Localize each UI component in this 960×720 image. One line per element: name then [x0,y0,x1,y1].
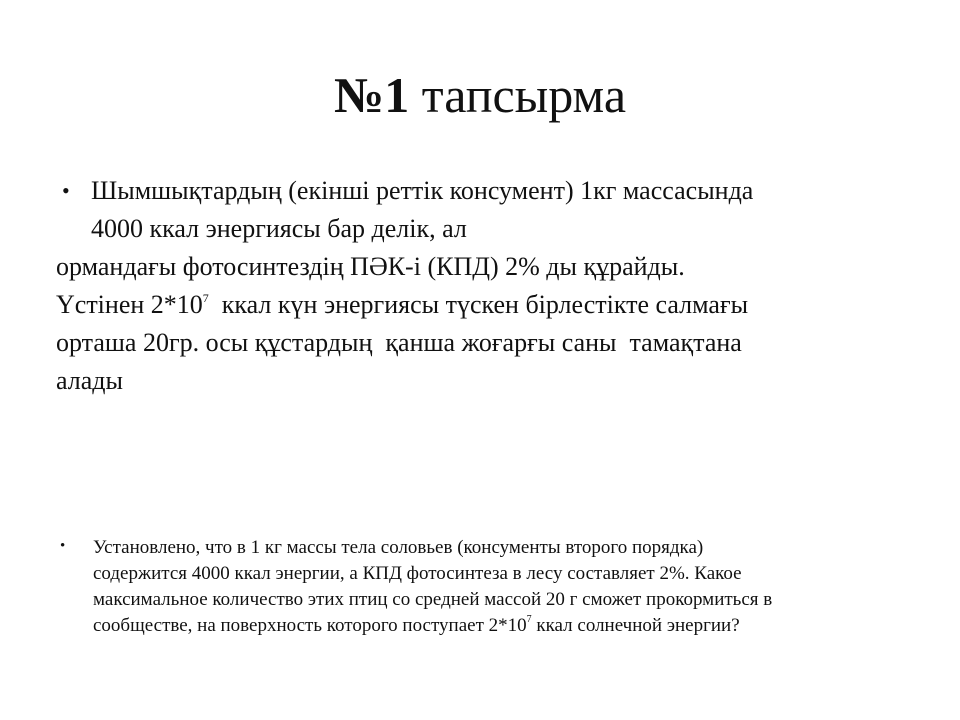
kazakh-line-4-start: Үстінен 2*10 [56,290,203,319]
kazakh-bullet-item [56,172,926,248]
kazakh-line-4 [56,286,926,324]
kazakh-line-3: ормандағы фотосинтездің ПӘК-і (КПД) 2% ды құрайды. [56,252,685,281]
russian-task-text [56,535,916,639]
slide-title [0,60,960,130]
russian-line-2: содержится 4000 ккал энергии, а КПД фотосинтеза в лесу составляет 2%. Какое [93,563,742,584]
task-number: №1 [333,67,410,123]
kazakh-line-4-end: ккал күн энергиясы түскен бірлестікте салмағы [208,290,749,319]
russian-line-4-start: сообществе, на поверхность которого поступает 2*10 [93,615,527,636]
russian-bullet-item [56,535,916,639]
russian-line-3: максимальное количество этих птиц со средней массой 20 г сможет прокормиться в [93,589,773,610]
russian-exponent: 7 [526,614,532,625]
russian-line-4-end: ккал солнечной энергии? [531,615,740,636]
russian-line-1: Установлено, что в 1 кг массы тела соловьев (консументы второго порядка) [93,537,704,558]
task-word: тапсырма [421,67,627,123]
kazakh-line-5: орташа 20гр. осы құстардың қанша жоғарғы саны тамақтана [56,328,742,357]
kazakh-exponent: 7 [202,291,209,306]
kazakh-line-1: Шымшықтардың (екінші реттік консумент) 1кг массасында [91,176,754,205]
kazakh-line-2: 4000 ккал энергиясы бар делік, ал [91,214,467,243]
bullet-icon: • [62,178,70,203]
bullet-icon: • [60,538,66,554]
russian-line-4 [93,613,916,639]
kazakh-task-text [56,172,926,400]
kazakh-line-6: алады [56,366,123,395]
